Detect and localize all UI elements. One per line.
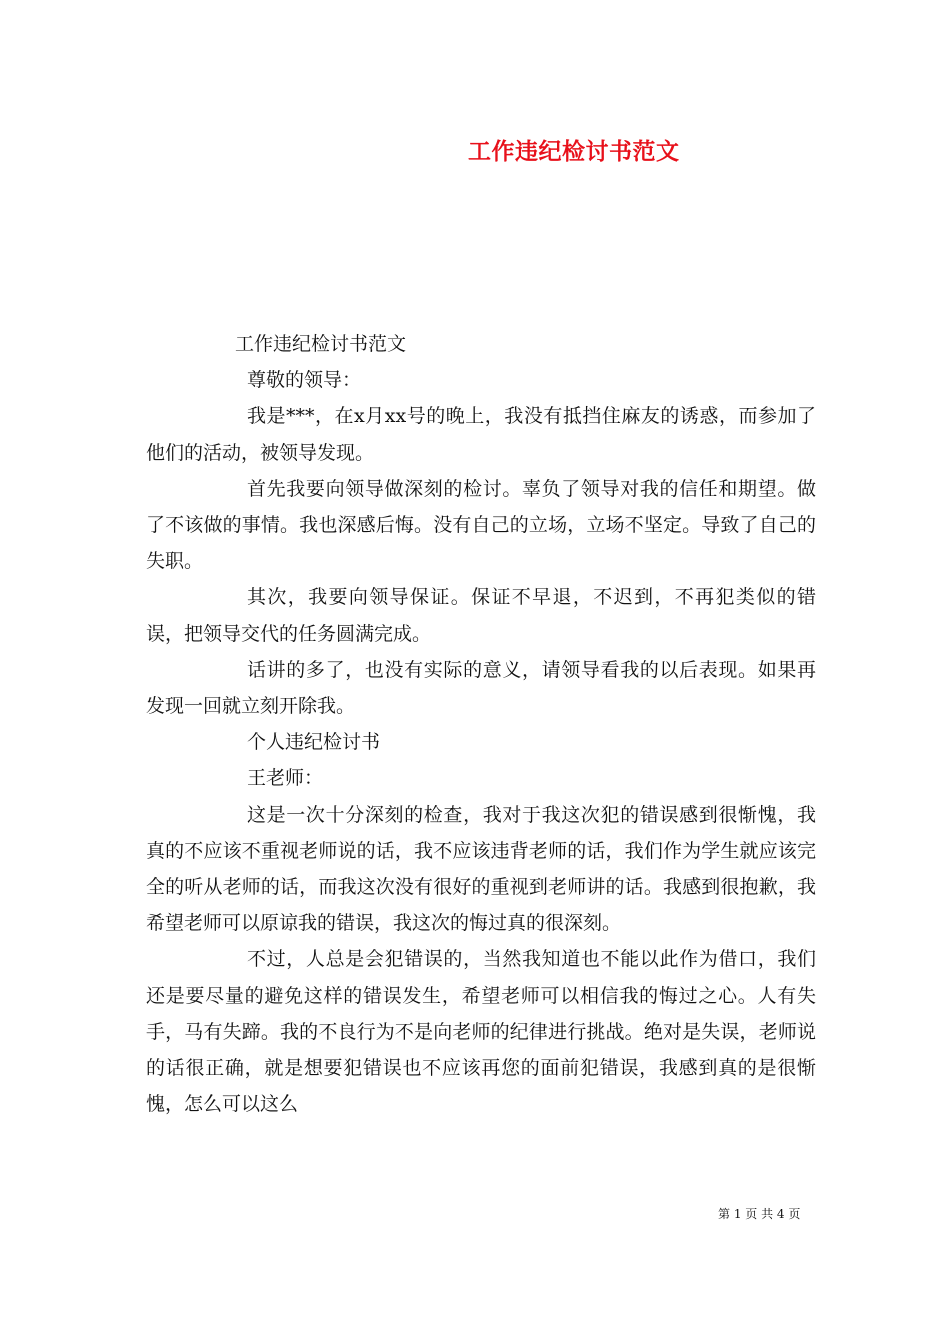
- page-footer: 第 1 页 共 4 页: [718, 1207, 801, 1221]
- document-title: 工作违纪检讨书范文: [468, 138, 680, 165]
- section-heading: 个人违纪检讨书: [247, 731, 381, 754]
- document-body: [146, 326, 816, 1122]
- body-paragraph: 我是***，在x月xx号的晚上，我没有抵挡住麻友的诱惑，而参加了他们的活动，被领导发现。: [146, 405, 816, 464]
- body-paragraph: 首先我要向领导做深刻的检讨。辜负了领导对我的信任和期望。做了不该做的事情。我也深感后悔。没有自己的立场，立场不坚定。导致了自己的失职。: [146, 477, 816, 573]
- body-paragraph: 其次，我要向领导保证。保证不早退，不迟到，不再犯类似的错误，把领导交代的任务圆满完成。: [146, 586, 816, 645]
- body-paragraph: 话讲的多了，也没有实际的意义，请领导看我的以后表现。如果再发现一回就立刻开除我。: [146, 658, 816, 718]
- body-paragraph: 不过，人总是会犯错误的，当然我知道也不能以此作为借口，我们还是要尽量的避免这样的错误发生，希望老师可以相信我的悔过之心。人有失手，马有失蹄。我的不良行为不是向老师的纪律进行挑战。绝对是失误，老师说的话很正确，就是想要犯错误也不应该再您的面前犯错误，我感到真的是很惭愧，怎么可以这么: [146, 948, 816, 1116]
- salutation-leader: 尊敬的领导：: [247, 369, 362, 392]
- subtitle-paragraph: 工作违纪检讨书范文: [235, 333, 407, 355]
- body-paragraph: 这是一次十分深刻的检查，我对于我这次犯的错误感到很惭愧，我真的不应该不重视老师说的话，我不应该违背老师的话，我们作为学生就应该完全的听从老师的话，而我这次没有很好的重视到老师讲的话。我感到很抱歉，我希望老师可以原谅我的错误，我这次的悔过真的很深刻。: [146, 803, 816, 935]
- salutation-teacher: 王老师：: [247, 767, 324, 790]
